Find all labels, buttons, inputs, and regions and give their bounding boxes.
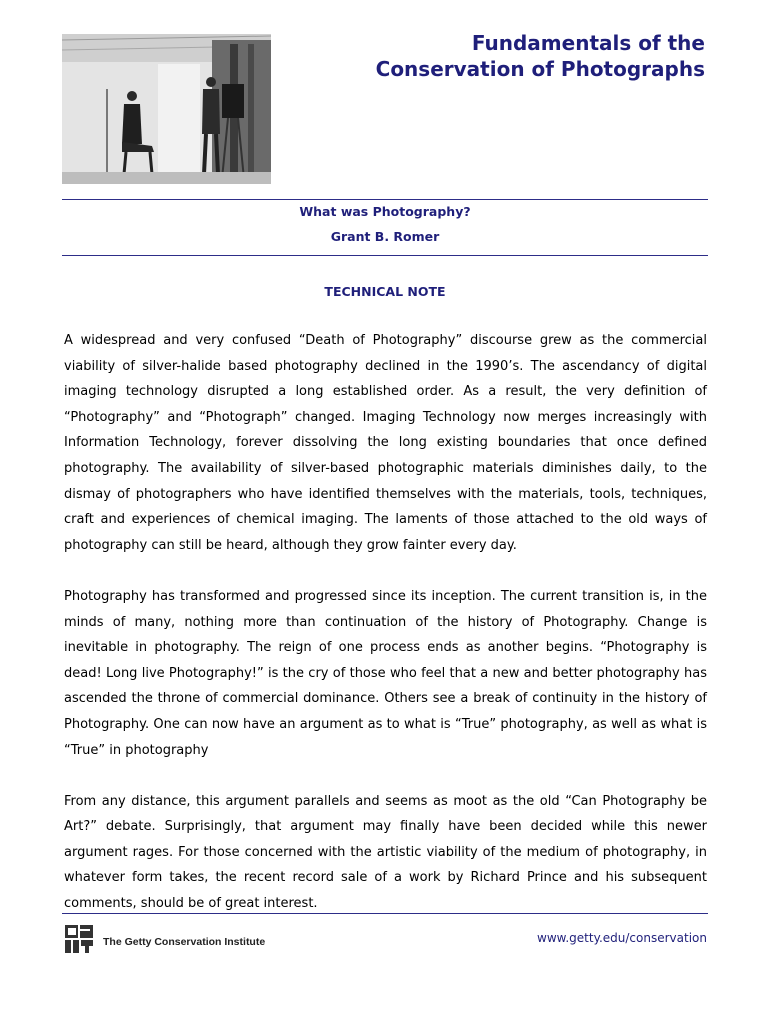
document-title bbox=[285, 30, 705, 82]
getty-logo bbox=[64, 924, 265, 954]
article-title: What was Photography? bbox=[299, 204, 471, 219]
article-author: Grant B. Romer bbox=[330, 229, 440, 244]
top-divider bbox=[62, 199, 708, 200]
article-body bbox=[64, 328, 707, 942]
bottom-divider bbox=[62, 255, 708, 256]
document-title-line-2: Conservation of Photographs bbox=[375, 57, 705, 81]
historic-studio-photograph bbox=[62, 34, 271, 184]
technical-note-label: TECHNICAL NOTE bbox=[324, 284, 446, 299]
paragraph-2: Photography has transformed and progressed since its inception. The current transition is, in the minds of many, nothing more than continuation of the history of Photography. Change is inevitable in photography. The reign of one process ends as another begins. “Photography is dead! Long live Photography!” is the cry of those who feel that a new and better photography has ascended the throne of commercial dominance. Others see a break of continuity in the history of Photography. One can now have an argument as to what is “True” photography, as well as what is “True” in photography bbox=[64, 588, 707, 758]
footer-divider bbox=[62, 913, 708, 914]
document-title-line-1: Fundamentals of the bbox=[471, 31, 705, 55]
getty-logo-mark-icon bbox=[64, 924, 94, 954]
paragraph-1: A widespread and very confused “Death of Photography” discourse grew as the commercial viability of silver-halide based photography declined in the 1990’s. The ascendancy of digital imaging technology disrupted a long established order. As a result, the very definition of “Photography” and “Photograph” changed. Imaging Technology now merges increasingly with Information Technology, forever dissolving the long existing boundaries that once defined photography. The availability of silver-based photographic materials diminishes daily, to the dismay of photographers who have identified themselves with the materials, tools, techniques, craft and experiences of chemical imaging. The laments of those attached to the old ways of photography can still be heard, although they grow fainter every day. bbox=[64, 333, 707, 553]
footer-url-link[interactable]: www.getty.edu/conservation bbox=[537, 931, 707, 945]
institute-name: The Getty Conservation Institute bbox=[103, 936, 266, 948]
paragraph-3: From any distance, this argument parallels and seems as moot as the old “Can Photography be Art?” debate. Surprisingly, that argument may finally have been decided while this newer argument rages. For those concerned with the artistic viability of the medium of photography, in whatever form takes, the recent record sale of a work by Richard Prince and his subsequent comments, should be of great interest. bbox=[64, 793, 707, 912]
